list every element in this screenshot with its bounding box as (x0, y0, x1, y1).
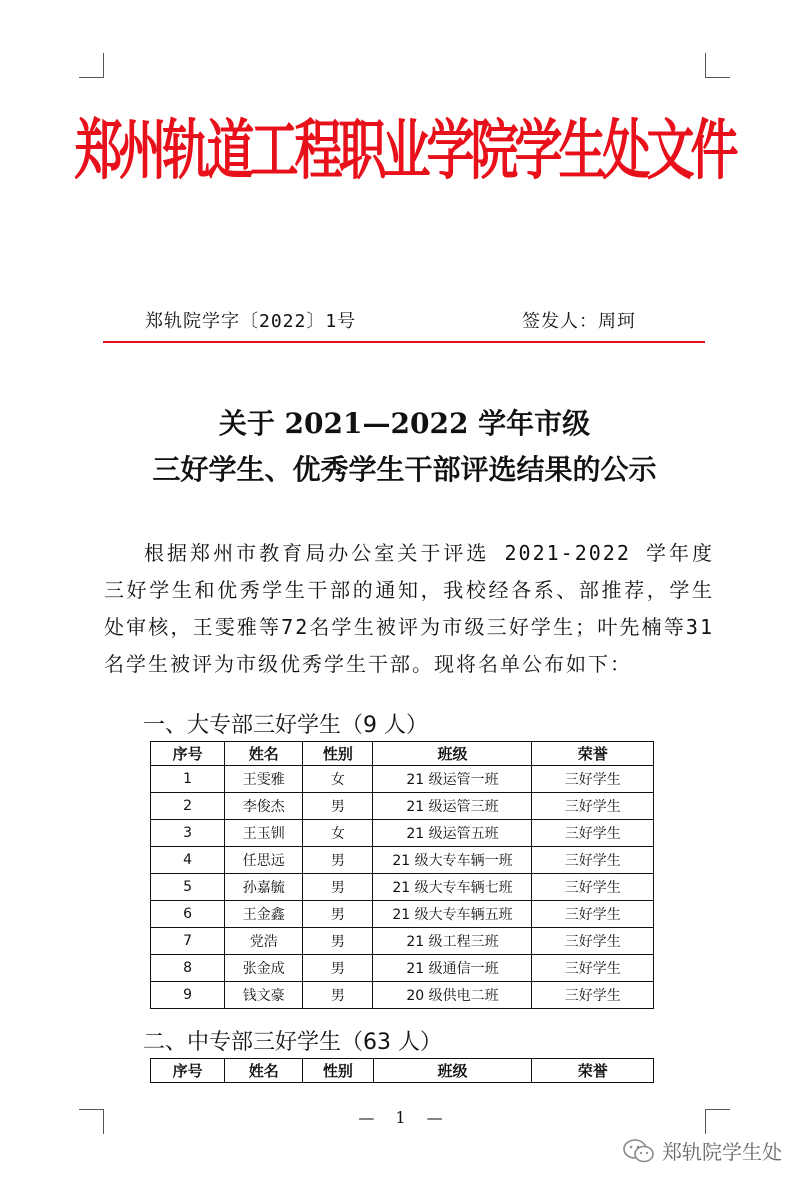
table-row (151, 766, 654, 793)
header-index: 序号 (151, 742, 225, 766)
cell-class: 21 级运管五班 (373, 820, 532, 847)
cell-honor: 三好学生 (532, 901, 654, 928)
table1 (150, 741, 654, 1009)
cell-index: 3 (151, 820, 225, 847)
table-row (151, 955, 654, 982)
cell-honor: 三好学生 (532, 928, 654, 955)
cell-honor: 三好学生 (532, 766, 654, 793)
cell-index: 7 (151, 928, 225, 955)
heading-line1: 关于 2021—2022 学年市级 (218, 407, 591, 440)
page-number: — 1 — (358, 1108, 451, 1127)
cell-gender: 男 (303, 928, 373, 955)
cell-honor: 三好学生 (532, 847, 654, 874)
cell-honor: 三好学生 (532, 874, 654, 901)
org-title: 郑州轨道工程职业学院学生处文件 (74, 112, 735, 189)
cell-gender: 男 (303, 901, 373, 928)
header-class: 班级 (373, 1059, 532, 1083)
cell-name: 钱文豪 (225, 982, 303, 1009)
issuer: 签发人：周珂 (522, 311, 636, 332)
watermark (622, 1136, 782, 1165)
cell-honor: 三好学生 (532, 955, 654, 982)
section2-title: 二、中专部三好学生（63 人） (143, 1030, 442, 1055)
table-row (151, 928, 654, 955)
cell-gender: 男 (303, 874, 373, 901)
table2-header-row (151, 1059, 654, 1083)
cell-class: 21 级工程三班 (373, 928, 532, 955)
cell-index: 2 (151, 793, 225, 820)
heading-line2: 三好学生、优秀学生干部评选结果的公示 (152, 453, 657, 486)
cell-name: 王玉钏 (225, 820, 303, 847)
header-gender: 性别 (303, 742, 373, 766)
cell-name: 任思远 (225, 847, 303, 874)
table-row (151, 847, 654, 874)
table-row (151, 901, 654, 928)
table-row (151, 793, 654, 820)
cell-name: 党浩 (225, 928, 303, 955)
cell-index: 9 (151, 982, 225, 1009)
watermark-text: 郑轨院学生处 (662, 1140, 782, 1164)
table-row (151, 820, 654, 847)
cell-index: 6 (151, 901, 225, 928)
cell-gender: 男 (303, 847, 373, 874)
section1-title: 一、大专部三好学生（9 人） (143, 713, 428, 738)
cell-class: 21 级运管三班 (373, 793, 532, 820)
cell-gender: 男 (303, 955, 373, 982)
table1-body (151, 766, 654, 1009)
table-row (151, 982, 654, 1009)
paragraph-text: 根据郑州市教育局办公室关于评选 2021-2022 学年度三好学生和优秀学生干部的通知，我校经各系、部推荐，学生处审核，王雯雅等72名学生被评为市级三好学生；叶先楠等31名学生被评为市级优秀学生干部。现将名单公布如下： (104, 541, 714, 676)
cell-index: 1 (151, 766, 225, 793)
table1-header-row (151, 742, 654, 766)
cell-name: 李俊杰 (225, 793, 303, 820)
cell-gender: 女 (303, 766, 373, 793)
red-divider (103, 341, 705, 343)
header-honor: 荣誉 (532, 1059, 654, 1083)
cell-index: 5 (151, 874, 225, 901)
cell-honor: 三好学生 (532, 820, 654, 847)
cell-name: 孙嘉毓 (225, 874, 303, 901)
corner-mark-top-right (705, 53, 730, 78)
header-honor: 荣誉 (532, 742, 654, 766)
cell-index: 8 (151, 955, 225, 982)
doc-number: 郑轨院学字〔2022〕1号 (145, 311, 357, 332)
cell-honor: 三好学生 (532, 982, 654, 1009)
cell-class: 21 级通信一班 (373, 955, 532, 982)
cell-gender: 女 (303, 820, 373, 847)
cell-class: 21 级运管一班 (373, 766, 532, 793)
cell-name: 王雯雅 (225, 766, 303, 793)
wechat-icon (622, 1138, 656, 1164)
cell-index: 4 (151, 847, 225, 874)
cell-gender: 男 (303, 982, 373, 1009)
header-index: 序号 (151, 1059, 225, 1083)
cell-class: 21 级大专车辆一班 (373, 847, 532, 874)
header-name: 姓名 (225, 1059, 303, 1083)
header-class: 班级 (373, 742, 532, 766)
cell-class: 21 级大专车辆七班 (373, 874, 532, 901)
cell-name: 王金鑫 (225, 901, 303, 928)
cell-name: 张金成 (225, 955, 303, 982)
header-name: 姓名 (225, 742, 303, 766)
cell-honor: 三好学生 (532, 793, 654, 820)
body-paragraph (104, 535, 714, 683)
table2 (150, 1058, 654, 1083)
header-gender: 性别 (303, 1059, 373, 1083)
cell-class: 20 级供电二班 (373, 982, 532, 1009)
corner-mark-top-left (79, 53, 104, 78)
table-row (151, 874, 654, 901)
cell-gender: 男 (303, 793, 373, 820)
cell-class: 21 级大专车辆五班 (373, 901, 532, 928)
